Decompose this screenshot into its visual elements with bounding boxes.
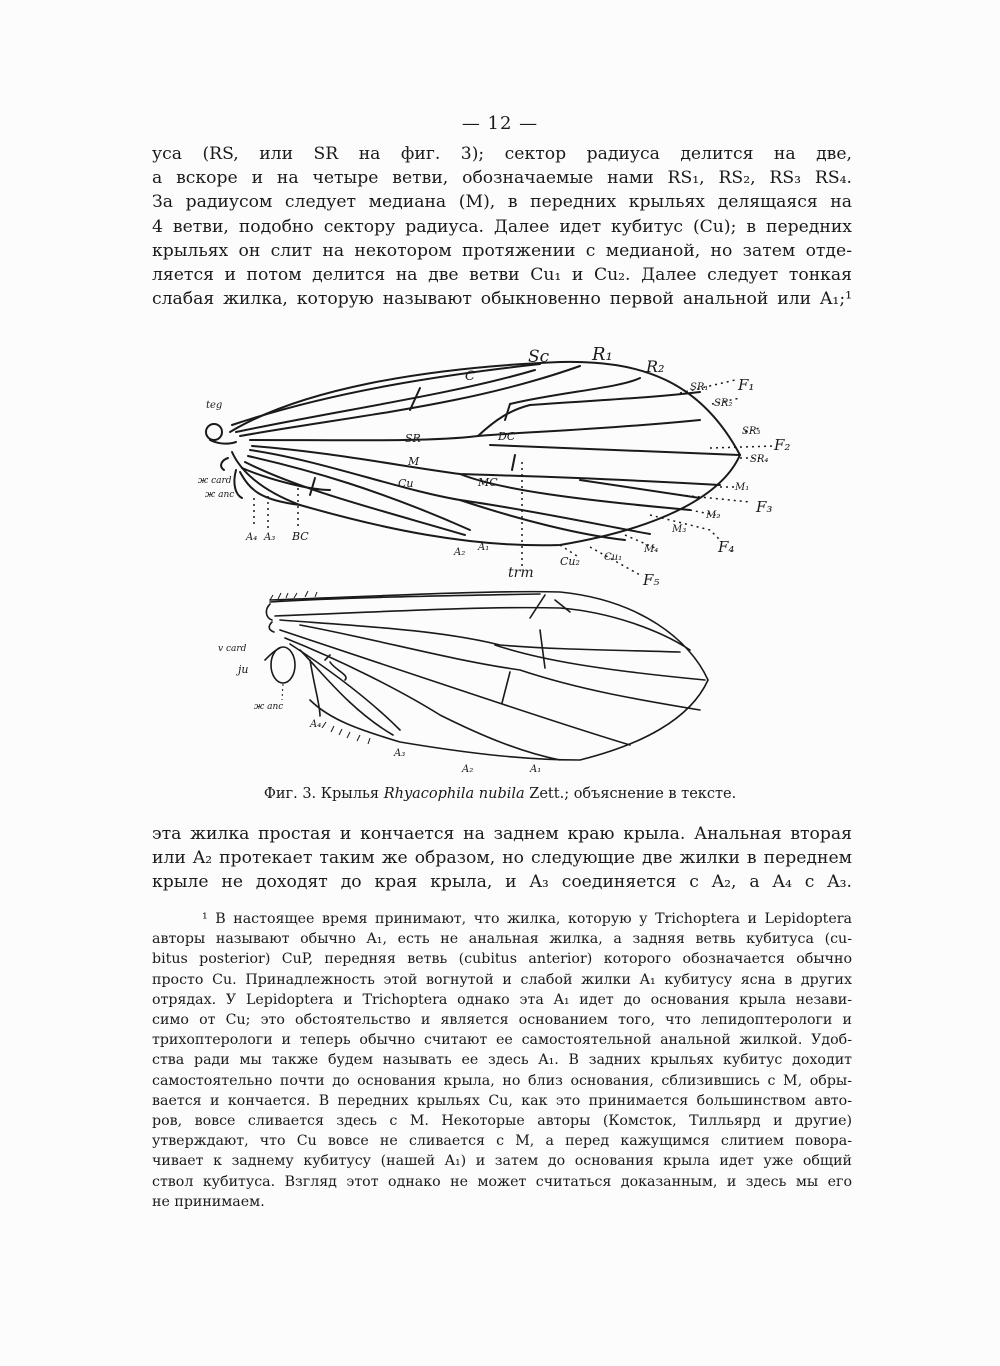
footnote-line: чивает к заднему кубитусу (нашей A₁) и затем до основания крыла идет уже общий: [152, 1153, 852, 1170]
label-A1: A₁: [478, 542, 490, 553]
footnote-line: самостоятельно почти до основания крыла, но близ основания, сблизившись с M, обры-: [152, 1072, 852, 1089]
label-A4: A₄: [246, 532, 258, 543]
page-number: — 12 —: [461, 113, 539, 134]
text-line: ляется и потом делится на две ветви Cu₁ и Cu₂. Далее следует тонкая: [152, 265, 852, 286]
body-paragraph-2: [152, 822, 852, 895]
footnote-line: ства ради мы также будем называть ее здесь A₁. В задних крыльях кубитус доходит: [152, 1052, 852, 1069]
footnote-line: авторы называют обычно A₁, есть не анальная жилка, а задняя ветвь кубитуса (cu-: [152, 931, 852, 948]
label-vcard: v card: [218, 644, 247, 654]
label-Cu2: Cu₂: [560, 555, 580, 568]
footnote-line: ствол кубитуса. Взгляд этот однако не может считаться доказанным, и здесь мы его: [152, 1173, 852, 1190]
text-line: а вскоре и на четыре ветви, обозначаемые нами RS₁, RS₂, RS₃ RS₄.: [152, 168, 852, 189]
label-BC: BC: [292, 530, 309, 543]
footnote-line: ¹ В настоящее время принимают, что жилка, которую у Trichoptera и Lepidoptera: [202, 911, 852, 927]
label-Sc: Sc: [528, 347, 550, 367]
text-line: или A₂ протекает таким же образом, но следующие две жилки в переднем: [152, 848, 852, 869]
label-F2: F₂: [774, 436, 791, 454]
footnote-line: не принимаем.: [152, 1193, 265, 1210]
footnote-line: ров, вовсе сливается здесь с M. Некоторые авторы (Комсток, Тилльярд и другие): [152, 1113, 852, 1130]
label-acard: ж card: [198, 476, 232, 486]
text-line: уса (RS, или SR на фиг. 3); сектор радиуса делится на две,: [152, 144, 852, 164]
text-line: 4 ветви, подобно сектору радиуса. Далее идет кубитус (Cu); в передних: [152, 216, 852, 237]
caption-species: Rhyacophila nubila: [383, 786, 525, 802]
label-MC: MC: [478, 476, 498, 489]
label-kanc: ж anc: [205, 490, 235, 500]
label-A3-hind: A₃: [394, 748, 406, 759]
text-line: слабая жилка, которую называют обыкновенно первой анальной или A₁;¹: [152, 289, 852, 310]
label-C: C: [465, 369, 475, 384]
label-teg: teg: [206, 400, 223, 411]
label-Cu1: Cu₁: [604, 552, 623, 563]
label-F1: F₁: [738, 376, 755, 394]
label-trm: trm: [508, 565, 534, 581]
label-A4-hind: A₄: [310, 719, 322, 730]
text-line: эта жилка простая и кончается на заднем краю крыла. Анальная вторая: [152, 824, 852, 844]
label-R2: R₂: [646, 357, 665, 376]
label-A2-hind: A₂: [462, 764, 474, 775]
caption-prefix: Фиг. 3. Крылья: [263, 786, 384, 802]
label-SR2: SR₂: [714, 398, 733, 409]
text-line: крыле не доходят до края крыла, и A₃ соединяется с A₂, а A₄ с A₃.: [152, 872, 852, 893]
label-M2: M₂: [706, 510, 721, 521]
footnote-line: вается и кончается. В передних крыльях Cu, как это принимается большинством авто-: [152, 1092, 852, 1109]
label-M3: M₃: [672, 524, 687, 535]
footnote-line: симо от Cu; это обстоятельство и является основанием того, что лепидоптерологи и: [152, 1012, 852, 1029]
label-ju: ju: [238, 663, 249, 676]
text-line: крыльях он слит на некотором протяжении с медианой, но затем отде-: [152, 240, 852, 261]
label-A3: A₃: [264, 532, 276, 543]
label-SR1: SR₁: [690, 382, 709, 393]
footnote-line: bitus posterior) CuP, передняя ветвь (cubitus anterior) которого обозначается обычно: [152, 951, 852, 968]
label-Cu: Cu: [398, 477, 414, 490]
footnote-line: отрядах. У Lepidoptera и Trichoptera однако эта A₁ идет до основания крыла незави-: [152, 991, 852, 1008]
label-SR: SR: [405, 432, 421, 445]
text-line: За радиусом следует медиана (M), в передних крыльях делящаяся на: [152, 192, 852, 213]
figure-caption: [0, 786, 1000, 802]
label-SR3: SR₃: [742, 426, 761, 437]
label-F5: F₅: [643, 571, 660, 589]
label-F3: F₃: [756, 498, 773, 516]
label-M: M: [408, 455, 420, 468]
label-DC: DC: [498, 430, 516, 443]
footnote-line: просто Cu. Принадлежность этой вогнутой и слабой жилки A₁ кубитусу ясна в других: [152, 971, 852, 988]
label-SR4: SR₄: [750, 454, 769, 465]
label-R1: R₁: [592, 344, 613, 365]
label-A1-hind: A₁: [530, 764, 542, 775]
footnote-line: трихоптерологи и теперь обычно считают ее самостоятельной анальной жилкой. Удоб-: [152, 1032, 852, 1049]
label-F4: F₄: [718, 538, 735, 556]
label-kanc-hind: ж anc: [254, 702, 284, 712]
label-M1: M₁: [735, 482, 750, 493]
body-paragraph-1: [152, 142, 852, 311]
footnote: [152, 909, 852, 1212]
caption-suffix: Zett.; объяснение в тексте.: [524, 786, 737, 802]
label-A2: A₂: [454, 547, 466, 558]
footnote-line: утверждают, что Cu вовсе не сливается с M, а перед кажущимся слитием повора-: [152, 1133, 852, 1150]
label-M4: M₄: [644, 544, 659, 555]
